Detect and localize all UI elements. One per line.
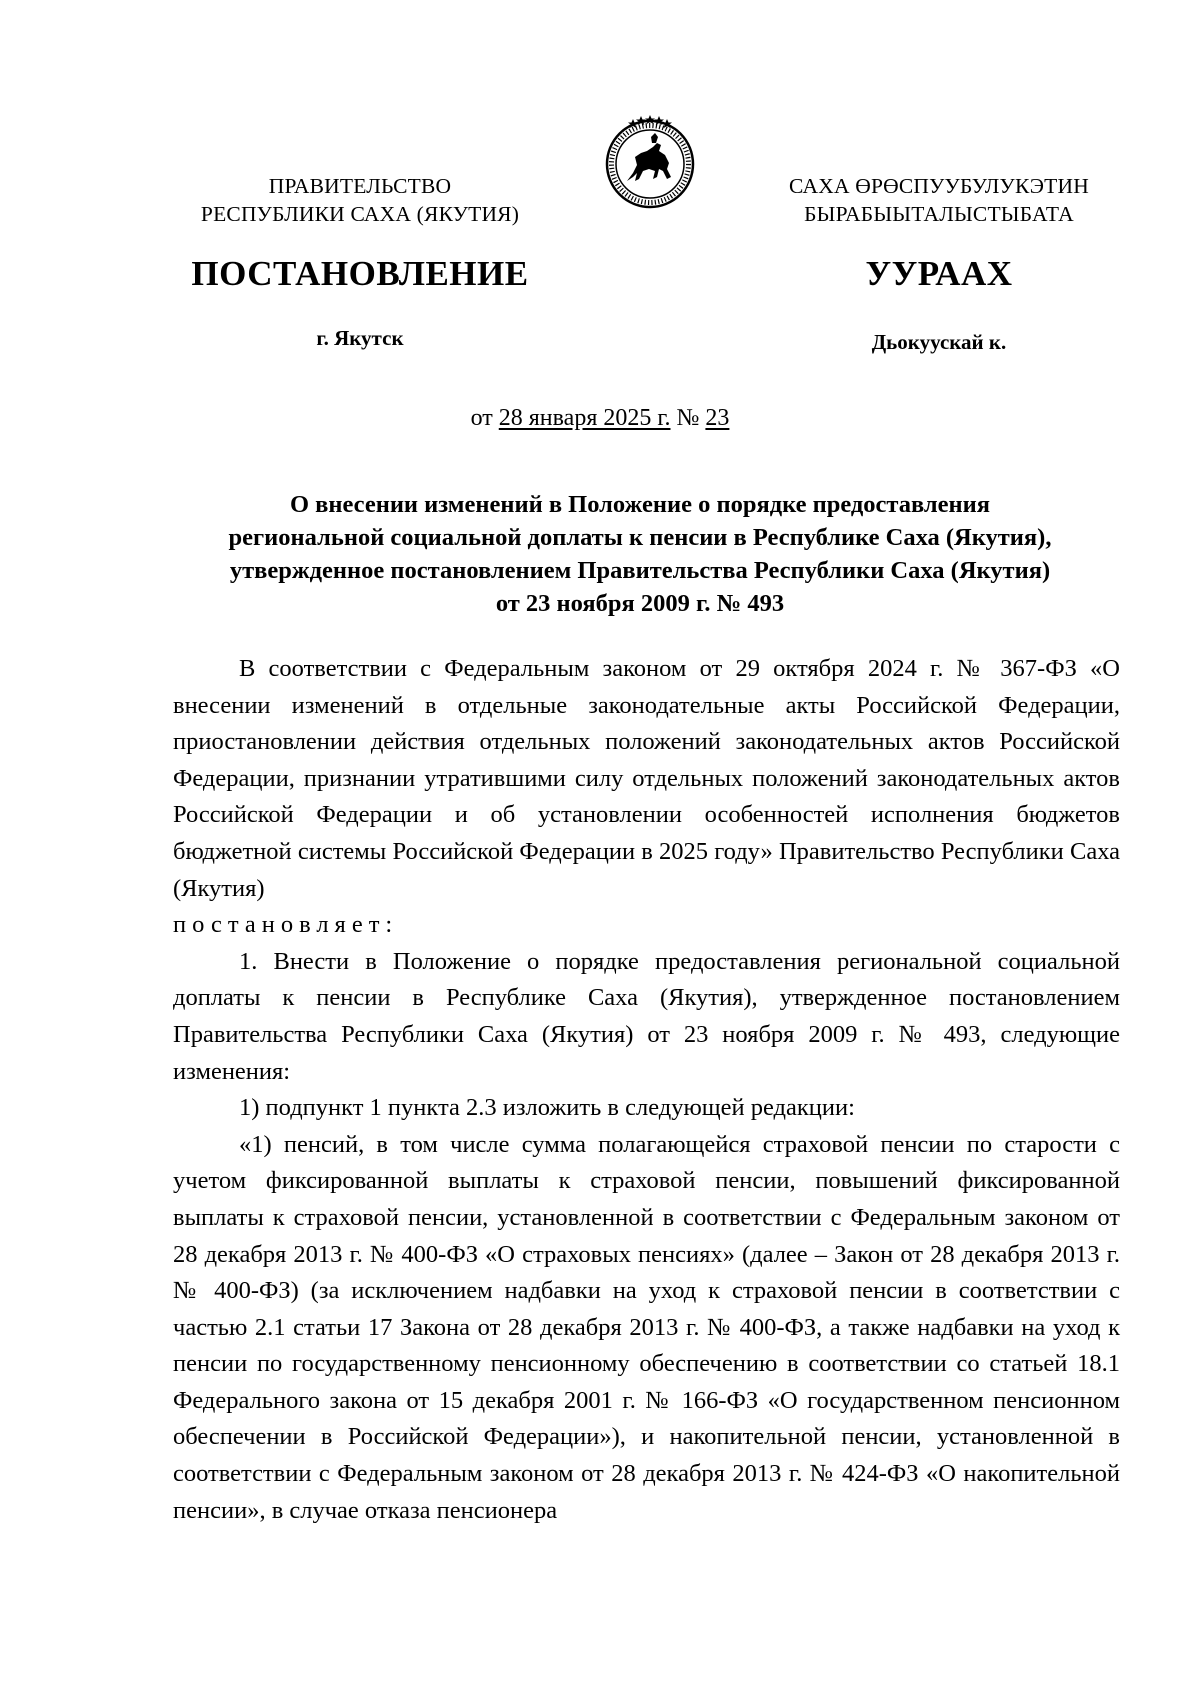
document-date-line — [0, 405, 1200, 432]
document-body — [173, 651, 1120, 1529]
document-type-sakha: УУРААХ — [865, 254, 1013, 293]
amendment-text-paragraph: «1) пенсий, в том числе сумма полагающейся страховой пенсии по старости с учетом фиксированной выплаты к страховой пенсии, повышений фиксированной выплаты к страховой пенсии, установленной в соответствии с Федеральным законом от 28 декабря 2013 г. № 400-ФЗ «О страховых пенсиях» (далее – Закон от 28 декабря 2013 г. № 400-ФЗ) (за исключением надбавки на уход к страховой пенсии в соответствии с частью 2.1 статьи 17 Закона от 28 декабря 2013 г. № 400-ФЗ, а также надбавки на уход к пенсии по государственному пенсионному обеспечению в соответствии со статьей 18.1 Федерального закона от 15 декабря 2001 г. № 166-ФЗ «О государственном пенсионном обеспечении в Российской Федерации»), и накопительной пенсии, установленной в соответствии с Федеральным законом от 28 декабря 2013 г. № 424-ФЗ «О накопительной пенсии», в случае отказа пенсионера — [173, 1130, 1120, 1524]
heading-line: от 23 ноября 2009 г. № 493 — [495, 590, 785, 617]
heading-line: утвержденное постановлением Правительства Республики Саха (Якутия) — [229, 557, 1051, 584]
preamble-paragraph — [173, 651, 1120, 944]
number-sign: № — [670, 405, 706, 431]
city-sakha: Дьокуускай к. — [871, 330, 1007, 354]
issuer-line-2-sakha: БЫРАБЫЫТАЛЫСТЫБАТА — [804, 202, 1074, 226]
issuer-line-2: РЕСПУБЛИКИ САХА (ЯКУТИЯ) — [200, 202, 520, 226]
subclause-1-paragraph: 1) подпункт 1 пункта 2.3 изложить в следующей редакции: — [239, 1094, 855, 1122]
document-number: 23 — [705, 405, 730, 431]
sakha-coat-of-arms-icon — [597, 107, 703, 213]
document-date: 28 января 2025 г. — [498, 405, 671, 431]
heading-line: региональной социальной доплаты к пенсии в Республике Саха (Якутия), — [228, 524, 1052, 551]
issuer-name-russian — [170, 172, 550, 228]
preamble-text: В соответствии с Федеральным законом от 29 октября 2024 г. № 367-ФЗ «О внесении изменений в отдельные законодательные акты Российской Федерации, приостановлении действия отдельных положений законодательных актов Российской Федерации, признании утратившими силу отдельных положений законодательных актов Российской Федерации и об установлении особенностей исполнения бюджетов бюджетной системы Российской Федерации в 2025 году» Правительство Республики Саха (Якутия) — [173, 655, 1120, 902]
issuer-name-sakha — [744, 172, 1134, 228]
issuer-line-1: ПРАВИТЕЛЬСТВО — [268, 174, 452, 198]
issuer-line-1-sakha: САХА ӨРӨСПУУБУЛУКЭТИН — [789, 174, 1089, 198]
date-prefix: от — [470, 405, 499, 431]
document-type-russian: ПОСТАНОВЛЕНИЕ — [191, 254, 529, 293]
clause-1-paragraph: 1. Внести в Положение о порядке предоставления региональной социальной доплаты к пенсии в Республике Саха (Якутия), утвержденное постановлением Правительства Республики Саха (Якутия) от 23 ноября 2009 г. № 493, следующие изменения: — [173, 947, 1120, 1085]
resolves-word: постановляет: — [173, 911, 399, 939]
document-heading — [170, 488, 1110, 620]
city-russian: г. Якутск — [316, 326, 404, 350]
heading-line: О внесении изменений в Положение о порядке предоставления — [289, 491, 991, 518]
